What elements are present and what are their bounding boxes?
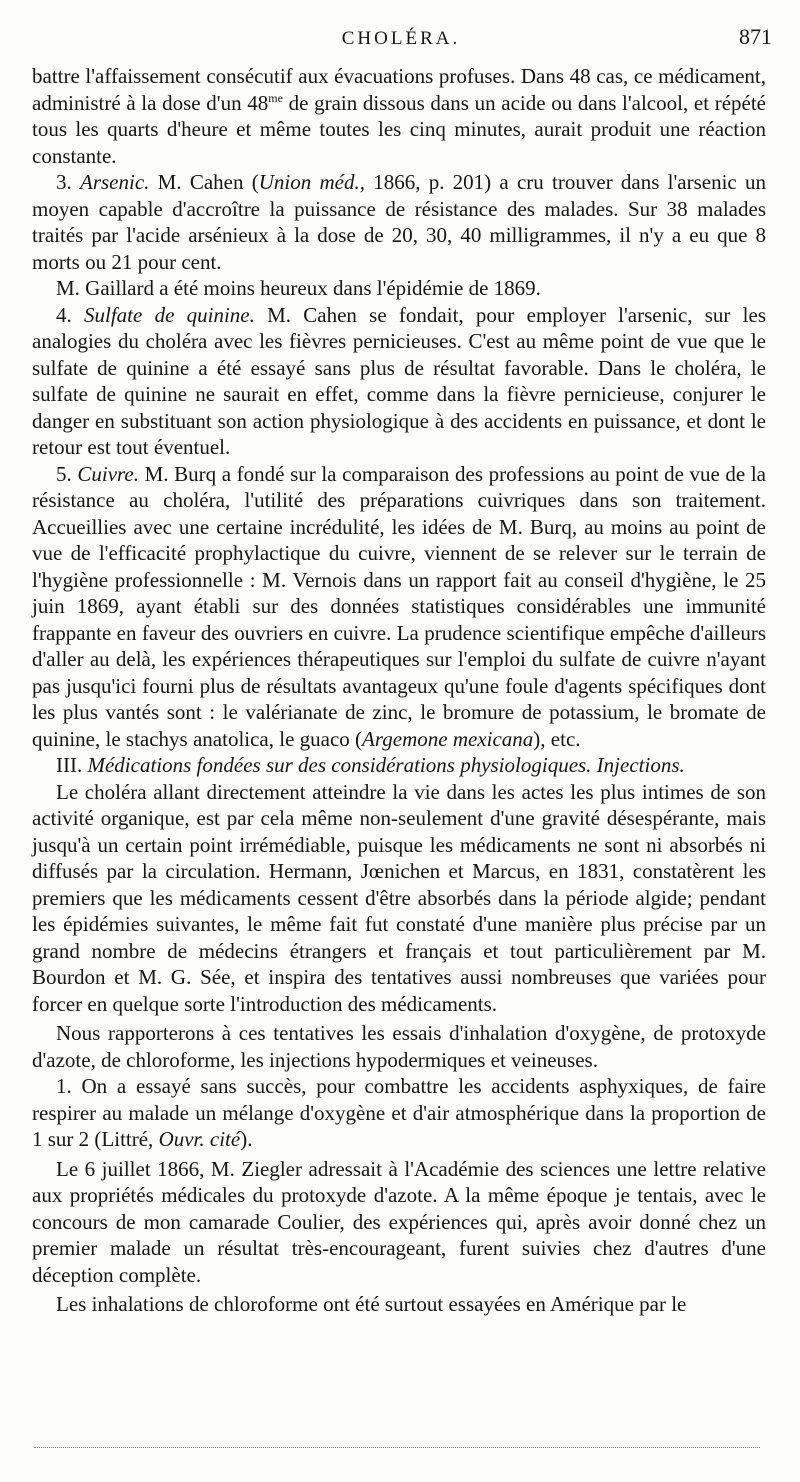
paragraph (32, 1156, 766, 1289)
italic-text: Ouvr. cité (158, 1127, 241, 1151)
text-run: de grain dissous dans un acide ou dans l'alcool, et répété tous les quarts d'heure et même toutes les cinq minutes, aurait produit une réaction constante. (32, 90, 766, 168)
text-run: III. (56, 753, 88, 777)
italic-text: Argemone mexicana (362, 726, 534, 751)
text-run: 5. (56, 461, 78, 486)
text-run: ). (240, 1127, 253, 1151)
text-run: battre l'affaissement consécutif aux évacuations profuses. Dans 48 cas, ce médicament, administré à la dose d'un 48 (32, 64, 766, 115)
superscript: me (268, 90, 283, 105)
page-header (30, 22, 772, 52)
italic-text: Cuivre. (77, 461, 139, 486)
footer-rule (34, 1447, 760, 1448)
text-run: Les inhalations de chloroforme ont été surtout essayées en Amérique par le (56, 1292, 687, 1316)
text-run: Le 6 juillet 1866, M. Ziegler adressait à l'Académie des sciences une lettre relative aux propriétés médicales du protoxyde d'azote. A la même époque je tentais, avec le concours de mon camarade Coulier, des expériences qui, après avoir donné chez un premier malade un résultat très-encourageant, furent suivies chez d'autres d'une déception complète. (32, 1156, 766, 1287)
paragraph (32, 1020, 766, 1073)
italic-text: Sulfate de quinine. (84, 302, 255, 327)
italic-text: Union méd. (258, 170, 360, 194)
paragraph (32, 779, 766, 1018)
page-number: 871 (739, 24, 772, 49)
paragraph (32, 63, 766, 169)
paragraph (32, 1291, 766, 1318)
italic-text: Médications fondées sur des considérations physiologiques. Injections. (87, 753, 685, 777)
paragraph (32, 1073, 766, 1153)
italic-text: Arsenic. (80, 170, 150, 194)
text-run: 1. On a essayé sans succès, pour combattre les accidents asphyxiques, de faire respirer au malade un mélange d'oxygène et d'air atmosphérique dans la proportion de 1 sur 2 (Littré, (32, 1074, 766, 1151)
text-run: Nous rapporterons à ces tentatives les essais d'inhalation d'oxygène, de protoxyde d'azote, de chloroforme, les injections hypodermiques et veineuses. (32, 1021, 766, 1072)
paragraph (32, 169, 766, 275)
text-run: , 1866, p. 201) a cru trouver dans l'arsenic un moyen capable d'accroître la puissance de résistance des malades. Sur 38 malades traités par l'acide arsénieux à la dose de 20, 30, 40 milligrammes, il n'y a eu que 8 morts ou 21 pour cent. (32, 170, 766, 274)
text-run: M. Cahen se fondait, pour employer l'arsenic, sur les analogies du choléra avec les fièvres pernicieuses. C'est au même point de vue que le sulfate de quinine a été essayé sans plus de résultat favorable. Dans le choléra, le sulfate de quinine ne saurait en effet, comme dans la fièvre pernicieuse, conjurer le danger en substituant son action physiologique à des accidents en puissance, et dont le retour est tout éventuel. (32, 302, 766, 459)
text-run: 3. (56, 170, 80, 194)
paragraph (32, 302, 766, 461)
paragraph (32, 275, 766, 302)
running-title: CHOLÉRA. (341, 28, 461, 49)
text-run: M. Cahen ( (149, 170, 259, 194)
paragraph (32, 461, 766, 753)
text-run: ), etc. (533, 726, 581, 751)
body-text (32, 63, 766, 1318)
text-run: M. Gaillard a été moins heureux dans l'épidémie de 1869. (56, 276, 541, 300)
text-run: 4. (56, 302, 84, 327)
text-run: M. Burq a fondé sur la comparaison des professions au point de vue de la résistance au choléra, l'utilité des préparations cuivriques dans son traitement. Accueillies avec une certaine incrédulité, les idées de M. Burq, au moins au point de vue de l'efficacité prophylactique du cuivre, viennent de se relever sur le terrain de l'hygiène professionnelle : M. Vernois dans un rapport fait au conseil d'hygiène, le 25 juin 1869, ayant établi sur des données statistiques considérables une immunité frappante en faveur des ouvriers en cuivre. La prudence scientifique empêche d'ailleurs d'aller au delà, les expériences thérapeutiques sur l'emploi du sulfate de cuivre n'ayant pas jusqu'ici fourni plus de résultats avantageux qu'une foule d'agents spécifiques dont les plus vantés sont : le valérianate de zinc, le bromure de potassium, le bromate de quinine, le stachys anatolica, le guaco ( (32, 461, 767, 751)
text-run: Le choléra allant directement atteindre la vie dans les actes les plus intimes de son activité organique, est par cela même non-seulement d'une gravité désespérante, mais jusqu'à un certain point irrémédiable, puisque les médicaments ne sont ni absorbés ni diffusés par la circulation. Hermann, Jœnichen et Marcus, en 1831, constatèrent les premiers que les médicaments cessent d'être absorbés dans la période algide; pendant les épidémies suivantes, le même fait fut constaté d'une manière plus précise par un grand nombre de médecins étrangers et français et tout particulièrement par M. Bourdon et M. G. Sée, et inspira des tentatives aussi nombreuses que variées pour forcer en quelque sorte l'introduction des médicaments. (32, 779, 766, 1016)
paragraph (32, 752, 766, 779)
